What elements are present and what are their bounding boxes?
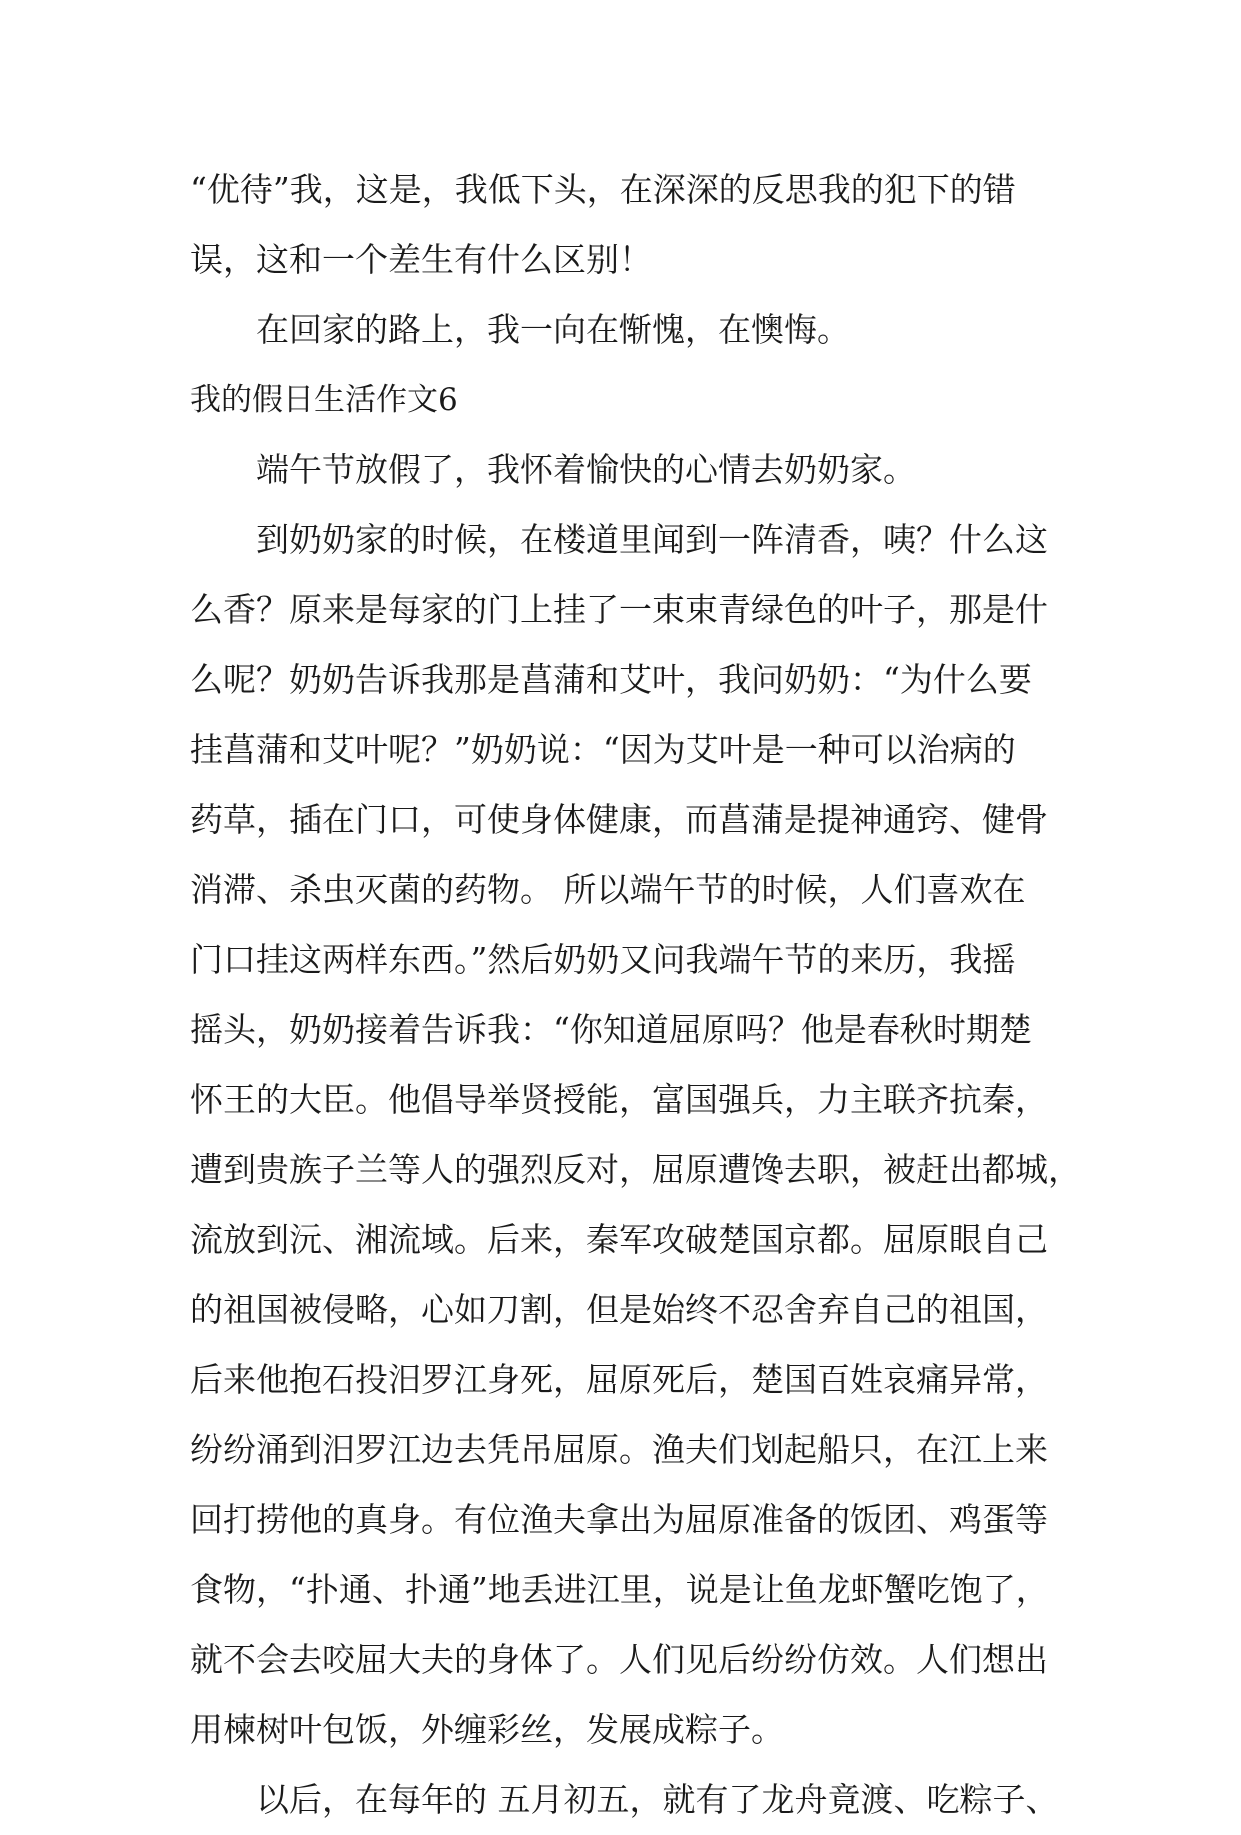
text-line: 门口挂这两样东西。”然后奶奶又问我端午节的来历，我摇 <box>190 940 1016 979</box>
text-line: 到奶奶家的时候，在楼道里闻到一阵清香，咦？什么这 <box>256 520 1048 559</box>
article-body <box>190 155 1081 1835</box>
text-line: 在回家的路上，我一向在惭愧，在懊悔。 <box>256 310 850 349</box>
section-heading: 我的假日生活作文6 <box>190 382 458 418</box>
text-line: 么香？原来是每家的门上挂了一束束青绿色的叶子，那是什 <box>190 590 1048 629</box>
text-line: 用楝树叶包饭，外缠彩丝，发展成粽子。 <box>190 1710 784 1749</box>
text-line: 挂菖蒲和艾叶呢？”奶奶说：“因为艾叶是一种可以治病的 <box>190 730 1016 769</box>
text-line: 么呢？奶奶告诉我那是菖蒲和艾叶，我问奶奶：“为什么要 <box>190 660 1032 699</box>
text-line: 端午节放假了，我怀着愉快的心情去奶奶家。 <box>256 450 916 489</box>
text-line: 误，这和一个差生有什么区别！ <box>190 240 652 279</box>
text-line: 遭到贵族子兰等人的强烈反对，屈原遭馋去职，被赶出都城， <box>190 1150 1081 1189</box>
text-line: 的祖国被侵略，心如刀割，但是始终不忍舍弃自己的祖国， <box>190 1290 1048 1329</box>
text-line: 回打捞他的真身。有位渔夫拿出为屈原准备的饭团、鸡蛋等 <box>190 1500 1048 1539</box>
text-line: 就不会去咬屈大夫的身体了。人们见后纷纷仿效。人们想出 <box>190 1640 1048 1679</box>
text-line: 后来他抱石投汨罗江身死，屈原死后，楚国百姓哀痛异常， <box>190 1360 1048 1399</box>
text-line: 以后，在每年的 五月初五，就有了龙舟竟渡、吃粽子、 <box>256 1780 1059 1819</box>
text-line: “优待”我，这是，我低下头，在深深的反思我的犯下的错 <box>190 170 1016 209</box>
text-line: 药草，插在门口，可使身体健康，而菖蒲是提神通窍、健骨 <box>190 800 1048 839</box>
text-line: 流放到沅、湘流域。后来，秦军攻破楚国京都。屈原眼自己 <box>190 1220 1048 1259</box>
text-line: 怀王的大臣。他倡导举贤授能，富国强兵，力主联齐抗秦， <box>190 1080 1048 1119</box>
text-line: 摇头，奶奶接着告诉我：“你知道屈原吗？他是春秋时期楚 <box>190 1010 1032 1049</box>
text-line: 纷纷涌到汨罗江边去凭吊屈原。渔夫们划起船只，在江上来 <box>190 1430 1048 1469</box>
text-line: 食物，“扑通、扑通”地丢进江里，说是让鱼龙虾蟹吃饱了， <box>190 1570 1049 1609</box>
text-line: 消滞、杀虫灭菌的药物。 所以端午节的时候，人们喜欢在 <box>190 870 1026 909</box>
